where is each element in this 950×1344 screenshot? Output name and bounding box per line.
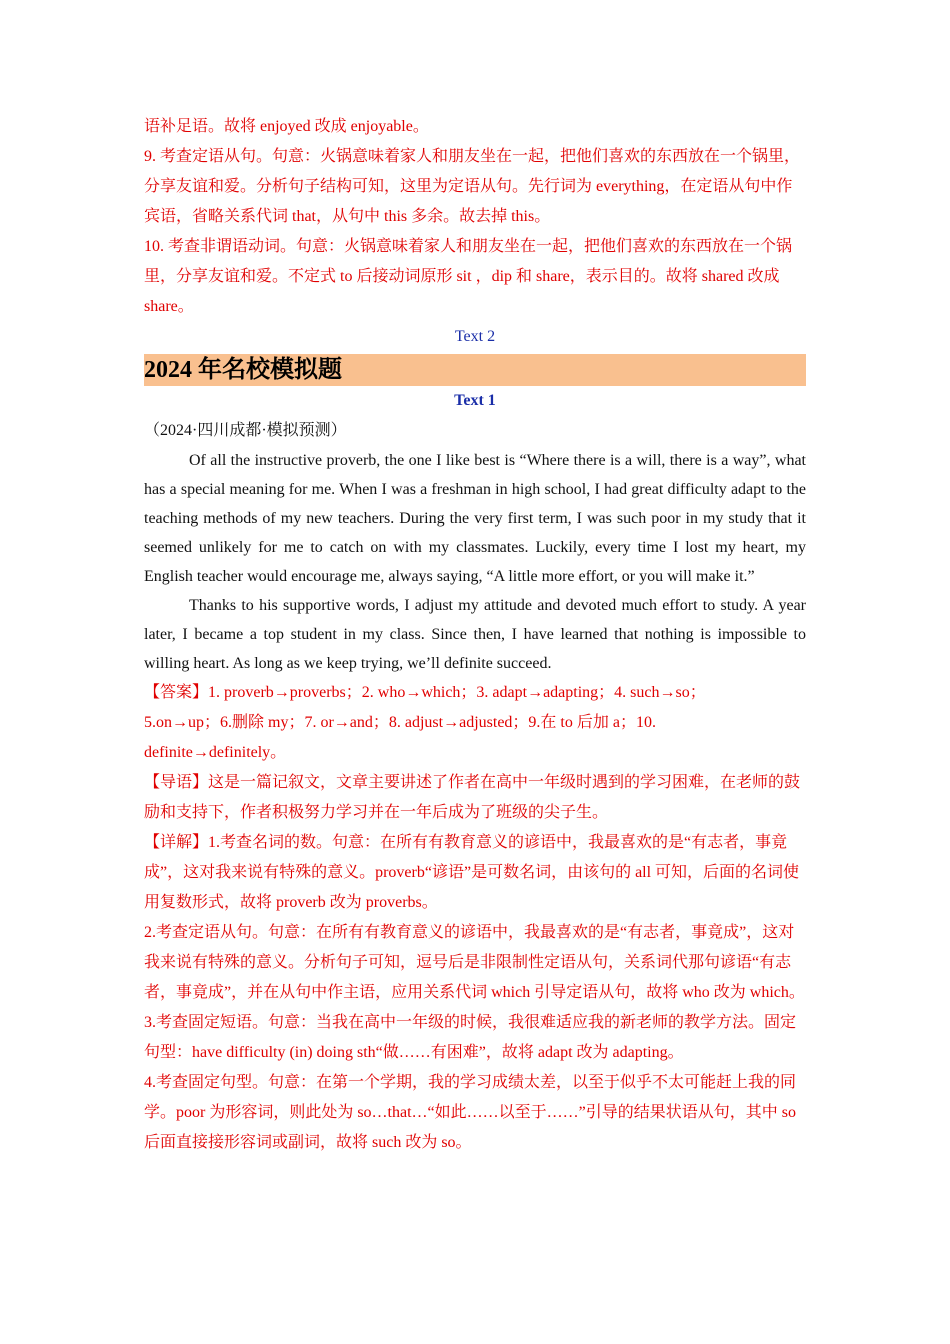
passage-paragraph-1: Of all the instructive proverb, the one I like best is “Where there is a will, there is a way”, what has a special meaning for me. When I was a freshman in high school, I had great difficulty adapt to the teaching methods of my new teachers. During the very first term, I was such poor in my study that it seemed unlikely for me to catch on with my classmates. Luckily, every time I lost my heart, my English teacher would encourage me, always saying, “A little more effort, or you will make it.” bbox=[144, 452, 806, 585]
prev-explain-item-10: 10. 考查非谓语动词。句意：火锅意味着家人和朋友坐在一起，把他们喜欢的东西放在一个锅里，分享友谊和爱。不定式 to 后接动词原形 sit ，dip 和 share，表示目的。故将 shared 改成 share。 bbox=[144, 238, 793, 315]
guide-label: 【导语】 bbox=[144, 774, 209, 791]
detail-item-3: 3.考查固定短语。句意：当我在高中一年级的时候，我很难适应我的新老师的教学方法。固定句型：have difficulty (in) doing sth“做……有困难”，故将 adapt 改为 adapting。 bbox=[144, 1014, 797, 1061]
source-note: （2024·四川成都·模拟预测） bbox=[144, 422, 347, 439]
answer-line-2: 5.on→up；6.删除 my；7. or→and；8. adjust→adjusted；9.在 to 后加 a；10. bbox=[144, 714, 656, 731]
answer-line-1: 1. proverb→proverbs；2. who→which；3. adapt→adapting；4. such→so； bbox=[208, 684, 706, 701]
passage-paragraph-2: Thanks to his supportive words, I adjust my attitude and devoted much effort to study. A year later, I became a top student in my class. Since then, I have learned that nothing is impossible to willing heart. As long as we keep trying, we’ll definite succeed. bbox=[144, 597, 806, 672]
prev-explain-item-9: 9. 考查定语从句。句意：火锅意味着家人和朋友坐在一起，把他们喜欢的东西放在一个锅里，分享友谊和爱。分析句子结构可知，这里为定语从句。先行词为 everything，在定语从句中作宾语，省略关系代词 that，从句中 this 多余。故去掉 this。 bbox=[144, 148, 801, 225]
answer-line-3: definite→definitely。 bbox=[144, 744, 287, 761]
guide-block bbox=[144, 768, 806, 828]
detail-item-2: 2.考查定语从句。句意：在所有有教育意义的谚语中，我最喜欢的是“有志者，事竟成”，这对我来说有特殊的意义。分析句子可知，逗号后是非限制性定语从句，关系词代那句谚语“有志者，事竟成”，并在从句中作主语，应用关系代词 which 引导定语从句，故将 who 改为 which。 bbox=[144, 924, 805, 1001]
guide-text: 这是一篇记叙文，文章主要讲述了作者在高中一年级时遇到的学习困难，在老师的鼓励和支持下，作者积极努力学习并在一年后成为了班级的尖子生。 bbox=[144, 774, 801, 821]
text2-label: Text 2 bbox=[454, 328, 496, 345]
answer-block bbox=[144, 678, 806, 768]
detail-item-4: 4.考查固定句型。句意：在第一个学期，我的学习成绩太差，以至于似乎不太可能赶上我的同学。poor 为形容词，则此处为 so…that…“如此……以至于……”引导的结果状语从句，其中 so 后面直接接形容词或副词，故将 such 改为 so。 bbox=[144, 1074, 797, 1151]
detail-item-1 bbox=[144, 828, 806, 918]
detail-item-1-text: 1.考查名词的数。句意：在所有有教育意义的谚语中，我最喜欢的是“有志者，事竟成”，这对我来说有特殊的意义。proverb“谚语”是可数名词，由该句的 all 可知，后面的名词使用复数形式，故将 proverb 改为 proverbs。 bbox=[144, 834, 800, 911]
document-page bbox=[144, 112, 806, 1158]
detail-label: 【详解】 bbox=[144, 834, 209, 851]
answer-label: 【答案】 bbox=[144, 684, 209, 701]
text1-label: Text 1 bbox=[454, 392, 496, 409]
section-title: 2024 年名校模拟题 bbox=[144, 354, 806, 386]
prev-explain-continuation: 语补足语。故将 enjoyed 改成 enjoyable。 bbox=[144, 118, 429, 135]
